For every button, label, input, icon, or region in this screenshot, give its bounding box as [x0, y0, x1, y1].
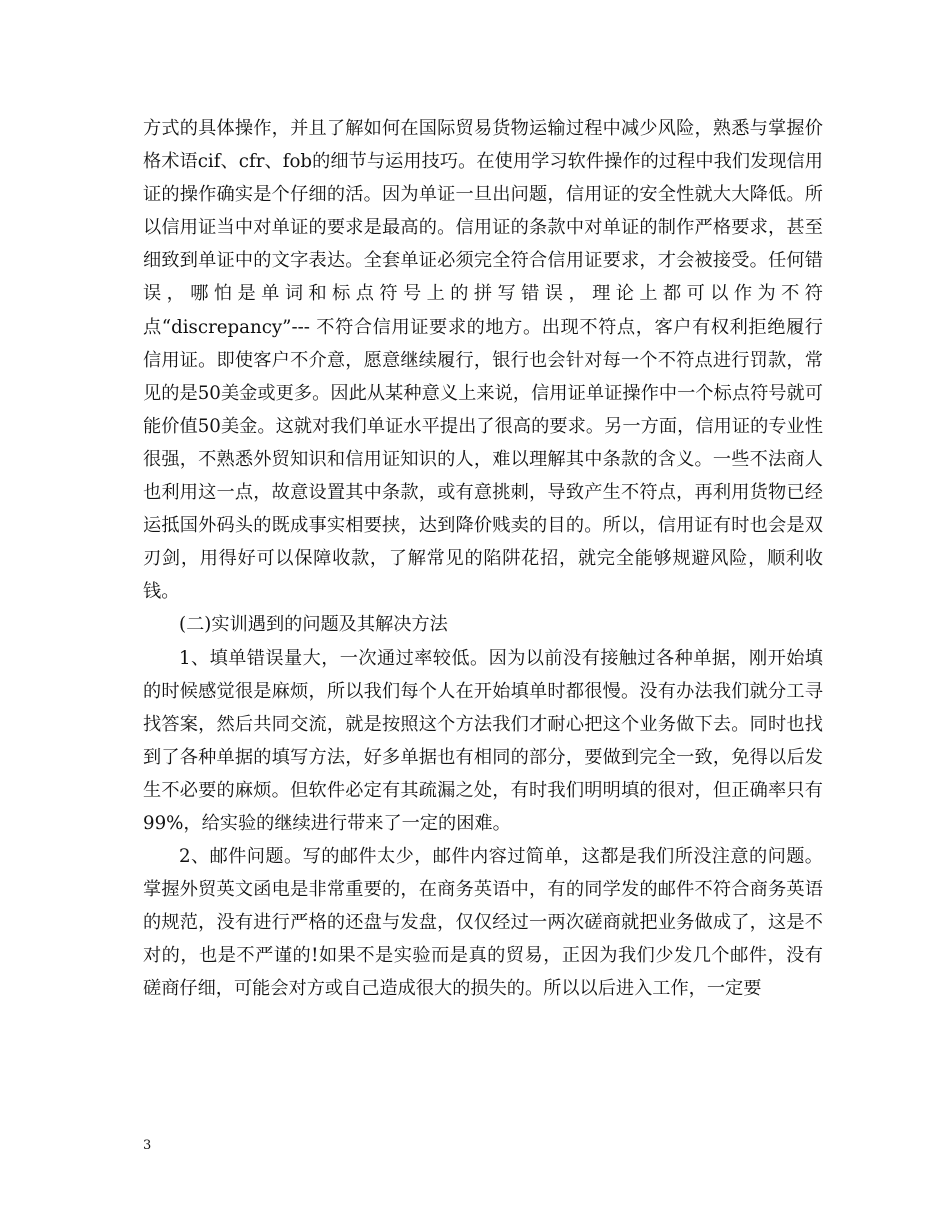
paragraph-letter-of-credit: 方式的具体操作，并且了解如何在国际贸易货物运输过程中减少风险，熟悉与掌握价格术语cif、cfr、fob的细节与运用技巧。在使用学习软件操作的过程中我们发现信用证的操作确实是个仔细的活。因为单证一旦出问题，信用证的安全性就大大降低。所以信用证当中对单证的要求是最高的。信用证的条款中对单证的制作严格要求，甚至细致到单证中的文字表达。全套单证必须完全符合信用证要求，才会被接受。任何错误，哪怕是单词和标点符号上的拼写错误，理论上都可以作为不符点“discrepancy”--- 不符合信用证要求的地方。出现不符点，客户有权利拒绝履行信用证。即使客户不介意，愿意继续履行，银行也会针对每一个不符点进行罚款，常见的是50美金或更多。因此从某种意义上来说，信用证单证操作中一个标点符号就可能价值50美金。这就对我们单证水平提出了很高的要求。另一方面，信用证的专业性很强，不熟悉外贸知识和信用证知识的人，难以理解其中条款的含义。一些不法商人也利用这一点，故意设置其中条款，或有意挑刺，导致产生不符点，再利用货物已经运抵国外码头的既成事实相要挟，达到降价贱卖的目的。所以，信用证有时也会是双刃剑，用得好可以保障收款，了解常见的陷阱花招，就完全能够规避风险，顺利收钱。	[143, 118, 823, 603]
page-number: 3	[143, 1138, 152, 1153]
paragraph-email-problems: 2、邮件问题。写的邮件太少，邮件内容过简单，这都是我们所没注意的问题。掌握外贸英文函电是非常重要的，在商务英语中，有的同学发的邮件不符合商务英语的规范，没有进行严格的还盘与发盘，仅仅经过一两次磋商就把业务做成了，这是不对的，也是不严谨的!如果不是实验而是真的贸易，正因为我们少发几个邮件，没有磋商仔细，可能会对方或自己造成很大的损失的。所以以后进入工作，一定要	[143, 846, 823, 1000]
paragraph-form-errors: 1、填单错误量大，一次通过率较低。因为以前没有接触过各种单据，刚开始填的时候感觉很是麻烦，所以我们每个人在开始填单时都很慢。没有办法我们就分工寻找答案，然后共同交流，就是按照这个方法我们才耐心把这个业务做下去。同时也找到了各种单据的填写方法，好多单据也有相同的部分，要做到完全一致，免得以后发生不必要的麻烦。但软件必定有其疏漏之处，有时我们明明填的很对，但正确率只有99%，给实验的继续进行带来了一定的困难。	[143, 647, 823, 834]
document-body	[143, 112, 823, 1006]
section-heading-problems-solutions: (二)实训遇到的问题及其解决方法	[179, 614, 448, 636]
